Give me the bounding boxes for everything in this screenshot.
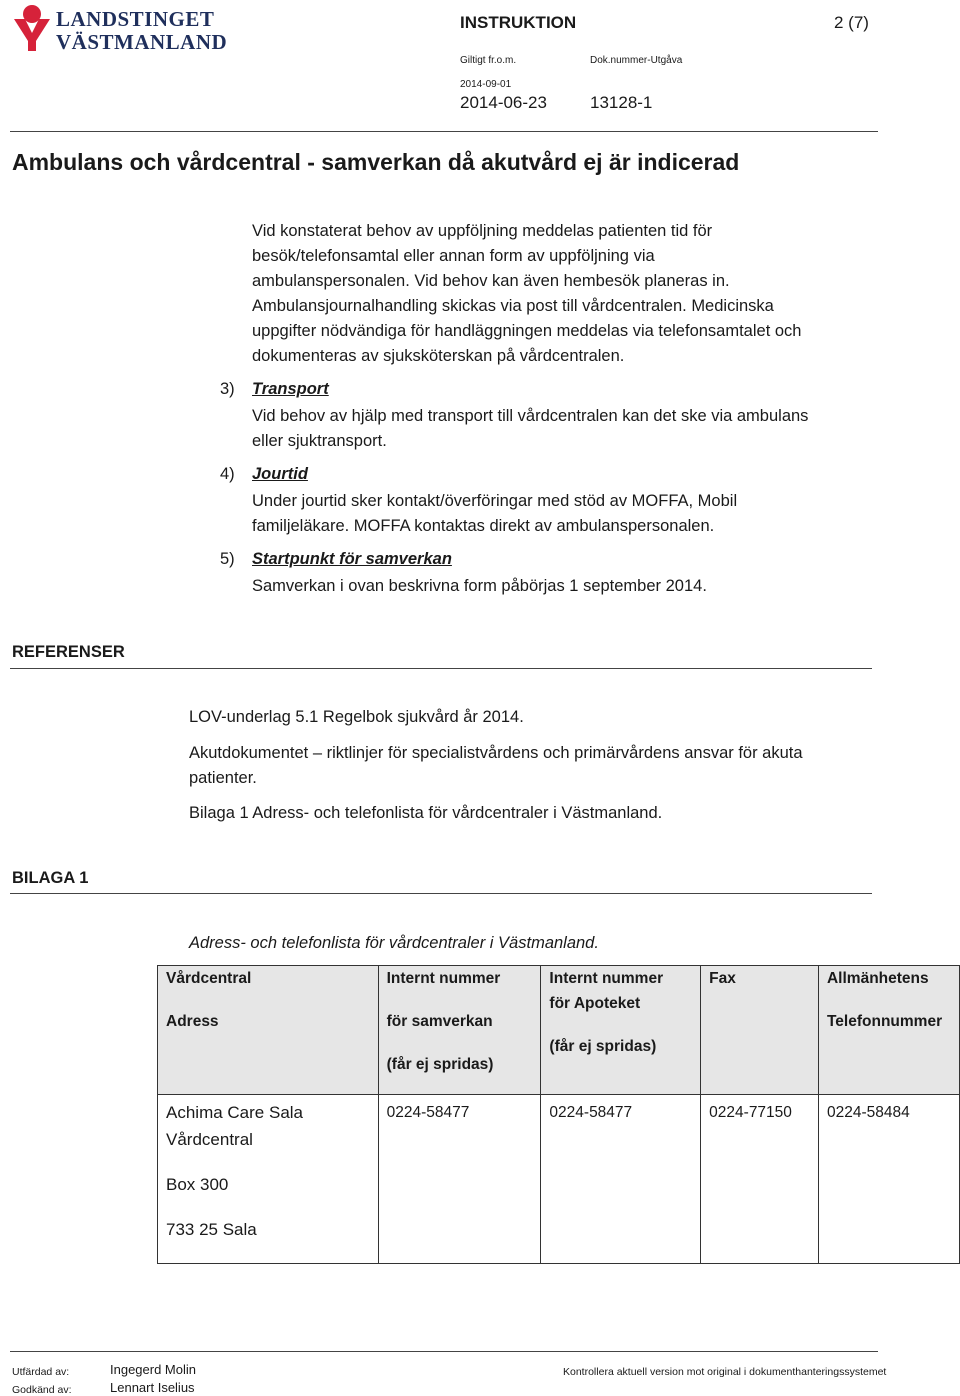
valid-date-small: 2014-09-01 <box>460 79 512 90</box>
header-cell-vardcentral: Vårdcentral Adress <box>158 966 379 1095</box>
header-cell-fax: Fax <box>701 966 819 1095</box>
version-notice: Kontrollera aktuell version mot original i dokumenthanteringssystemet <box>563 1366 887 1378</box>
cell-internt-samverkan: 0224-58477 <box>378 1095 541 1264</box>
header-cell-allmanhetens: Allmänhetens Telefonnummer <box>818 966 959 1095</box>
item-text-transport: Vid behov av hjälp med transport till vårdcentralen kan det ske via ambulans eller sjuktransport. <box>252 407 809 450</box>
address-table <box>157 965 960 1264</box>
reference-entry: Akutdokumentet – riktlinjer för specialistvårdens och primärvårdens ansvar för akuta patienter. <box>189 744 803 787</box>
logo-text-line2: VÄSTMANLAND <box>56 30 228 54</box>
intro-paragraph: Vid konstaterat behov av uppföljning meddelas patienten tid för besök/telefonsamtal eller annan form av uppföljning via ambulanspersonalen. Vid behov kan även hembesök planeras in. Ambulansjournalhandling skickas via post till vårdcentralen. Medicinska uppgifter nödvändiga för handläggningen meddelas via telefonsamtalet och dokumenteras av sjuksköterskan på vårdcentralen. <box>252 222 802 365</box>
cell-allmanhetens-telefon: 0224-58484 <box>818 1095 959 1264</box>
item-number: 3) <box>220 380 235 398</box>
approved-by: Lennart Iselius <box>110 1380 195 1395</box>
approved-label: Godkänd av: <box>12 1384 72 1396</box>
logo <box>12 3 228 54</box>
table-row <box>158 1095 960 1264</box>
doc-number: 13128-1 <box>590 93 653 112</box>
docnum-label: Dok.nummer-Utgåva <box>590 55 683 66</box>
references-divider <box>10 668 872 669</box>
header-cell-internt-samverkan: Internt nummer för samverkan (får ej spridas) <box>378 966 541 1095</box>
logo-icon <box>12 3 52 51</box>
cell-fax: 0224-77150 <box>701 1095 819 1264</box>
item-number: 4) <box>220 465 235 483</box>
appendix-divider <box>10 893 872 894</box>
cell-internt-apoteket: 0224-58477 <box>541 1095 701 1264</box>
valid-label: Giltigt fr.o.m. <box>460 55 517 66</box>
header-divider <box>10 131 878 132</box>
issued-label: Utfärdad av: <box>12 1366 70 1378</box>
appendix-subtitle: Adress- och telefonlista för vårdcentraler i Västmanland. <box>189 934 599 952</box>
issued-by: Ingegerd Molin <box>110 1362 196 1377</box>
footer-divider <box>10 1351 878 1352</box>
valid-date: 2014-06-23 <box>460 93 547 112</box>
page-title: Ambulans och vårdcentral - samverkan då akutvård ej är indicerad <box>12 149 740 175</box>
reference-entry: Bilaga 1 Adress- och telefonlista för vårdcentraler i Västmanland. <box>189 804 663 822</box>
references-heading: REFERENSER <box>12 643 125 661</box>
item-number: 5) <box>220 550 235 568</box>
logo-text-line1: LANDSTINGET <box>56 7 215 31</box>
item-title-startpunkt: Startpunkt för samverkan <box>252 550 452 568</box>
appendix-heading: BILAGA 1 <box>12 869 89 887</box>
table-header-row <box>158 966 960 1095</box>
item-text-jourtid: Under jourtid sker kontakt/överföringar med stöd av MOFFA, Mobil familjeläkare. MOFFA kontaktas direkt av ambulanspersonalen. <box>252 492 738 535</box>
item-title-transport: Transport <box>252 380 329 398</box>
item-title-jourtid: Jourtid <box>252 465 308 483</box>
item-text-startpunkt: Samverkan i ovan beskrivna form påbörjas 1 september 2014. <box>252 577 707 595</box>
cell-vardcentral-name: Achima Care Sala Vårdcentral Box 300 733 25 Sala <box>158 1095 379 1264</box>
doc-type: INSTRUKTION <box>460 13 577 32</box>
header-cell-internt-apoteket: Internt nummer för Apoteket (får ej spridas) <box>541 966 701 1095</box>
page-number: 2 (7) <box>834 13 869 32</box>
reference-entry: LOV-underlag 5.1 Regelbok sjukvård år 2014. <box>189 708 524 726</box>
